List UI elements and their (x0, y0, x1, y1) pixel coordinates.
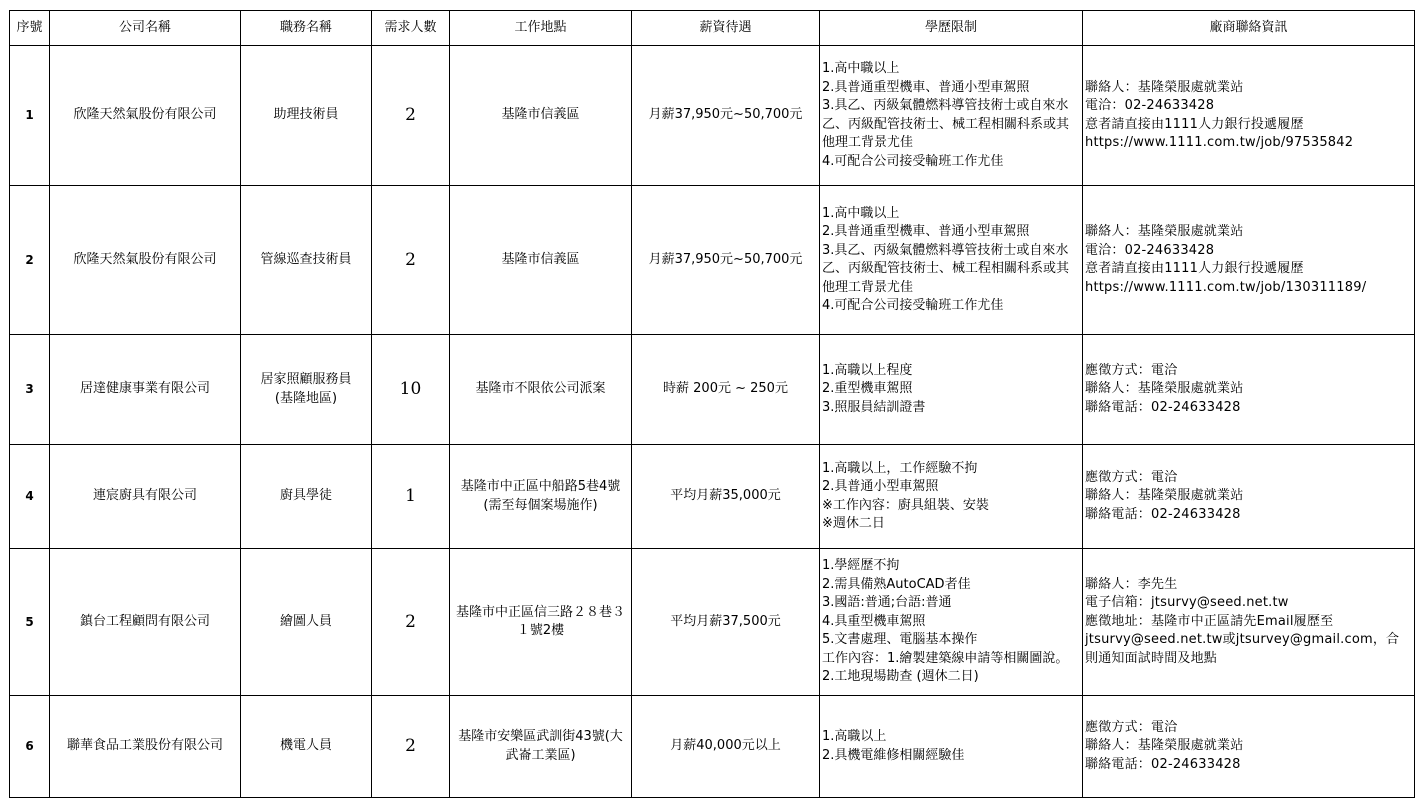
row-number: 1 (10, 46, 50, 186)
work-location: 基隆市安樂區武訓街43號(大武崙工業區) (450, 696, 632, 798)
table-row (10, 46, 1415, 186)
requirements: 1.學經歷不拘 2.需具備熟AutoCAD者佳 3.國語:普通;台語:普通 4.具重型機車駕照 5.文書處理、電腦基本操作 工作內容：1.繪製建築線申請等相關圖說。2.工地現場勘查 (週休二日) (820, 549, 1083, 696)
job-title: 居家照顧服務員 (基隆地區) (241, 335, 372, 445)
company-name: 居達健康事業有限公司 (50, 335, 241, 445)
headcount: 2 (372, 549, 450, 696)
row-number: 5 (10, 549, 50, 696)
contact-info: 聯絡人：基隆榮服處就業站 電洽：02-24633428 意者請直接由1111人力銀行投遞履歷 https://www.1111.com.tw/job/130311189/ (1083, 186, 1415, 335)
contact-info: 聯絡人：基隆榮服處就業站 電洽：02-24633428 意者請直接由1111人力銀行投遞履歷 https://www.1111.com.tw/job/97535842 (1083, 46, 1415, 186)
job-title: 繪圖人員 (241, 549, 372, 696)
headcount: 2 (372, 696, 450, 798)
headcount: 2 (372, 186, 450, 335)
header-location: 工作地點 (450, 11, 632, 46)
table-row (10, 335, 1415, 445)
job-title: 廚具學徒 (241, 445, 372, 549)
requirements: 1.高職以上，工作經驗不拘 2.具普通小型車駕照 ※工作內容：廚具組裝、安裝 ※週休二日 (820, 445, 1083, 549)
table-row (10, 549, 1415, 696)
company-name: 鎮台工程顧問有限公司 (50, 549, 241, 696)
headcount: 10 (372, 335, 450, 445)
company-name: 欣隆天然氣股份有限公司 (50, 46, 241, 186)
company-name: 聯華食品工業股份有限公司 (50, 696, 241, 798)
row-number: 6 (10, 696, 50, 798)
salary: 月薪37,950元~50,700元 (632, 46, 820, 186)
header-requirements: 學歷限制 (820, 11, 1083, 46)
contact-info: 聯絡人：李先生 電子信箱：jtsurvy@seed.net.tw 應徵地址：基隆市中正區請先Email履歷至jtsurvy@seed.net.tw或jtsurvey@gmail.com，合則通知面試時間及地點 (1083, 549, 1415, 696)
header-salary: 薪資待遇 (632, 11, 820, 46)
header-row (10, 11, 1415, 46)
job-listing-table (9, 10, 1415, 798)
salary: 平均月薪35,000元 (632, 445, 820, 549)
row-number: 3 (10, 335, 50, 445)
work-location: 基隆市中正區信三路２８巷３１號2樓 (450, 549, 632, 696)
header-contact: 廠商聯絡資訊 (1083, 11, 1415, 46)
salary: 月薪40,000元以上 (632, 696, 820, 798)
company-name: 連宸廚具有限公司 (50, 445, 241, 549)
headcount: 2 (372, 46, 450, 186)
contact-info: 應徵方式：電洽 聯絡人：基隆榮服處就業站 聯絡電話：02-24633428 (1083, 696, 1415, 798)
requirements: 1.高中職以上 2.具普通重型機車、普通小型車駕照 3.具乙、丙級氣體燃料導管技術士或自來水乙、丙級配管技術士、械工程相關科系或其他理工背景尤佳 4.可配合公司接受輪班工作尤佳 (820, 186, 1083, 335)
contact-info: 應徵方式：電洽 聯絡人：基隆榮服處就業站 聯絡電話：02-24633428 (1083, 335, 1415, 445)
salary: 時薪 200元 ~ 250元 (632, 335, 820, 445)
company-name: 欣隆天然氣股份有限公司 (50, 186, 241, 335)
header-company: 公司名稱 (50, 11, 241, 46)
row-number: 4 (10, 445, 50, 549)
work-location: 基隆市中正區中船路5巷4號(需至每個案場施作) (450, 445, 632, 549)
header-no: 序號 (10, 11, 50, 46)
job-title: 管線巡查技術員 (241, 186, 372, 335)
job-title: 助理技術員 (241, 46, 372, 186)
headcount: 1 (372, 445, 450, 549)
requirements: 1.高中職以上 2.具普通重型機車、普通小型車駕照 3.具乙、丙級氣體燃料導管技術士或自來水乙、丙級配管技術士、械工程相關科系或其他理工背景尤佳 4.可配合公司接受輪班工作尤佳 (820, 46, 1083, 186)
work-location: 基隆市信義區 (450, 46, 632, 186)
contact-info: 應徵方式：電洽 聯絡人：基隆榮服處就業站 聯絡電話：02-24633428 (1083, 445, 1415, 549)
job-title: 機電人員 (241, 696, 372, 798)
header-title: 職務名稱 (241, 11, 372, 46)
requirements: 1.高職以上程度 2.重型機車駕照 3.照服員結訓證書 (820, 335, 1083, 445)
header-count: 需求人數 (372, 11, 450, 46)
table-row (10, 445, 1415, 549)
table-row (10, 186, 1415, 335)
requirements: 1.高職以上 2.具機電維修相關經驗佳 (820, 696, 1083, 798)
work-location: 基隆市不限依公司派案 (450, 335, 632, 445)
table-row (10, 696, 1415, 798)
row-number: 2 (10, 186, 50, 335)
salary: 平均月薪37,500元 (632, 549, 820, 696)
salary: 月薪37,950元~50,700元 (632, 186, 820, 335)
work-location: 基隆市信義區 (450, 186, 632, 335)
